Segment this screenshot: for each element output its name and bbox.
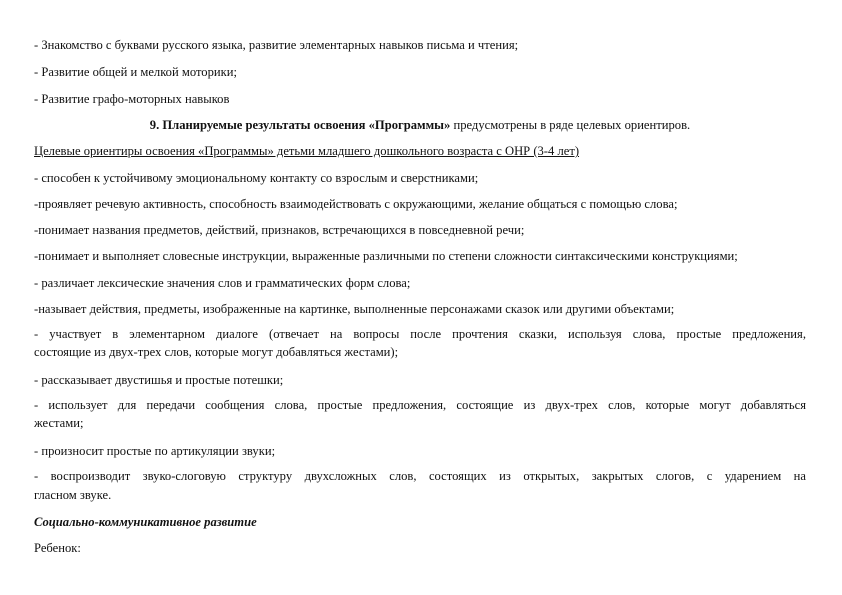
syllable-item-line1: - воспроизводит звуко-слоговую структуру двухсложных слов, состоящих из открытых, закрытых слогов, с ударением на: [34, 469, 806, 483]
target-item: -понимает названия предметов, действий, признаков, встречающихся в повседневной речи;: [34, 223, 525, 237]
targets-heading-text: Целевые ориентиры освоения «Программы» детьми младшего дошкольного возраста с ОНР (3-4 лет): [34, 144, 580, 158]
target-item: -проявляет речевую активность, способность взаимодействовать с окружающими, желание общаться с помощью слова;: [34, 197, 678, 211]
intro-item: - Развитие графо-моторных навыков: [34, 92, 230, 106]
dialogue-item-line2: состоящие из двух-трех слов, которые могут добавляться жестами);: [34, 345, 399, 359]
intro-item: - Знакомство с буквами русского языка, развитие элементарных навыков письма и чтения;: [34, 38, 519, 52]
target-item: -называет действия, предметы, изображенные на картинке, выполненные персонажами сказок или другими объектами;: [34, 302, 675, 316]
section-9-title-bold: 9. Планируемые результаты освоения «Программы»: [149, 118, 451, 132]
section-9-title: [34, 118, 806, 133]
uses-item-line1: - использует для передачи сообщения слова, простые предложения, состоящие из двух-трех слов, которые могут добавляться: [34, 398, 806, 412]
section-9-title-rest: предусмотрены в ряде целевых ориентиров.: [450, 118, 691, 132]
rhymes-item: - рассказывает двустишья и простые потешки;: [34, 373, 284, 387]
sounds-item: - произносит простые по артикуляции звуки;: [34, 444, 276, 458]
syllable-item-line2: гласном звуке.: [34, 488, 112, 502]
targets-heading: [34, 144, 806, 159]
target-item: - способен к устойчивому эмоциональному контакту со взрослым и сверстниками;: [34, 171, 479, 185]
target-item: -понимает и выполняет словесные инструкции, выраженные различными по степени сложности синтаксическими конструкциями;: [34, 249, 738, 263]
uses-item-line2: жестами;: [34, 416, 84, 430]
child-label: Ребенок:: [34, 541, 81, 555]
intro-item: - Развитие общей и мелкой моторики;: [34, 65, 237, 79]
social-heading-text: Социально-коммуникативное развитие: [34, 515, 257, 529]
dialogue-item-line1: - участвует в элементарном диалоге (отвечает на вопросы после прочтения сказки, используя слова, простые предложения,: [34, 327, 806, 341]
target-item: - различает лексические значения слов и грамматических форм слова;: [34, 276, 411, 290]
social-heading: [34, 515, 806, 530]
